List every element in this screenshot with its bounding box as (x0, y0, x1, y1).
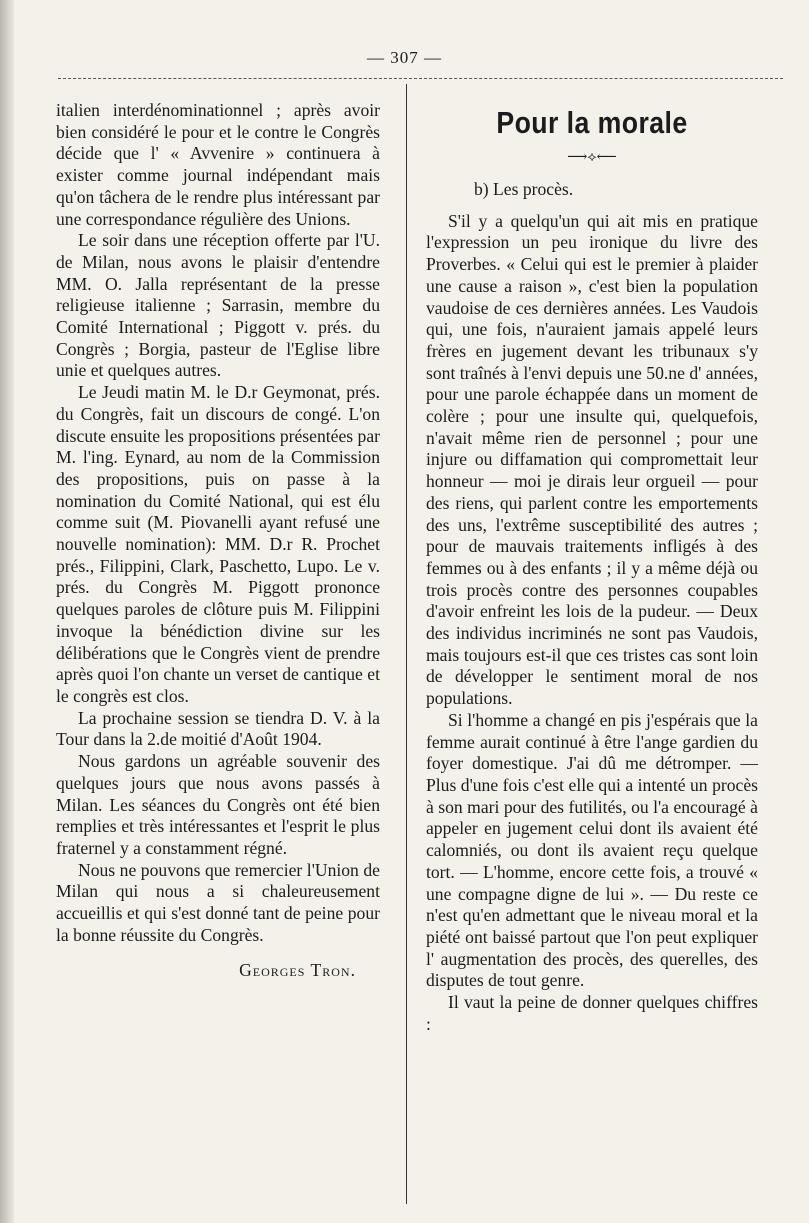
right-paragraph-2: Si l'homme a changé en pis j'espérais que la femme aurait continué à être l'ange gardien du foyer domestique. J'ai dû me détromper. — Plus d'une fois c'est elle qui a intenté un procès à son mari pour des futilités, ou l'a encouragé à appeler en jugement celui dont ils avaient été calomniés, ou dont ils avaient reçu quelque tort. — L'homme, encore cette fois, a trouvé « une compagne digne de lui ». — Du reste ce n'est qu'en admettant que le niveau moral et la piété ont baissé partout que l'on peut expliquer l' augmentation des procès, des querelles, des disputes de tout genre. (426, 709, 758, 991)
signature: Georges Tron. (239, 960, 356, 981)
left-column (56, 100, 380, 982)
page-number: — 307 — (367, 48, 442, 67)
right-column (426, 101, 758, 1035)
page-edge-shadow (0, 0, 14, 1223)
right-paragraph-3: Il vaut la peine de donner quelques chiffres : (426, 992, 758, 1034)
subheading: b) Les procès. (474, 179, 574, 199)
column-divider (406, 84, 407, 1204)
left-paragraph-6: Nous ne pouvons que remercier l'Union de Milan qui nous a si chaleureusement accueillis et qui s'est donné tant de peine pour la bonne réussite du Congrès. (56, 859, 380, 945)
left-paragraph-3: Le Jeudi matin M. le D.r Geymonat, prés. du Congrès, fait un discours de congé. L'on discute ensuite les propositions présentées par M. l'ing. Eynard, au nom de la Commission des propositions, puis on passe à la nomination du Comité National, qui est élu comme suit (M. Piovanelli ayant refusé une nouvelle nomination): MM. D.r R. Prochet prés., Filippini, Clark, Paschetto, Lupo. Le v. prés. du Congrès M. Piggott prononce quelques paroles de clôture puis M. Filippini invoque la bénédiction divine sur les délibérations que le Congrès vient de prendre après quoi l'on chante un verset de cantique et le congrès est clos. (56, 382, 380, 706)
header-rule (58, 78, 783, 79)
left-paragraph-1: italien interdénominationnel ; après avoir bien considéré le pour et le contre le Congrès décide que l' « Avvenire » continuera à exister comme journal indépendant mais qu'on tâchera de le rendre plus intéressant par une correspondance régulière des Unions. (56, 100, 380, 229)
right-paragraph-1: S'il y a quelqu'un qui ait mis en pratique l'expression un peu ironique du livre des Proverbes. « Celui qui est le premier à plaider une cause a raison », c'est bien la population vaudoise de ces dernières années. Les Vaudois qui, une fois, n'auraient jamais appelé leurs frères en jugement devant les tribunaux s'y sont traînés à l'envi depuis une 50.ne d' années, pour une parole échappée dans un moment de colère ; pour une insulte qui, quelquefois, n'avait même rien de personnel ; pour une injure ou diffamation qui compromettait leur honneur — moi je dirais leur orgueil — pour des riens, qui parlent contre les emportements des uns, l'extrême susceptibilité des autres ; pour de mauvais traitements infligés à des femmes ou à des enfants ; il y a même déjà ou trois procès contre des personnes coupables d'avoir enfreint les lois de la pudeur. — Deux des individus incriminés ne sont pas Vaudois, mais toujours est-il que ces tristes cas sont loin de développer le sentiment moral de nos populations. (426, 210, 758, 709)
article-title: Pour la morale (496, 105, 688, 140)
left-paragraph-2: Le soir dans une réception offerte par l'U. de Milan, nous avons le plaisir d'entendre MM. O. Jalla représentant de la presse religieuse italienne ; Sarrasin, membre du Comité International ; Piggott v. prés. du Congrès ; Borgia, pasteur de l'Eglise libre unie et quelques autres. (56, 230, 380, 381)
left-paragraph-5: Nous gardons un agréable souvenir des quelques jours que nous avons passés à Milan. Les séances du Congrès ont été bien remplies et très intéressantes et l'esprit le plus fraternel y a constamment régné. (56, 751, 380, 858)
left-paragraph-4: La prochaine session se tiendra D. V. à la Tour dans la 2.de moitié d'Août 1904. (56, 707, 380, 750)
title-ornament: ⟶⟡⟵ (567, 150, 617, 165)
